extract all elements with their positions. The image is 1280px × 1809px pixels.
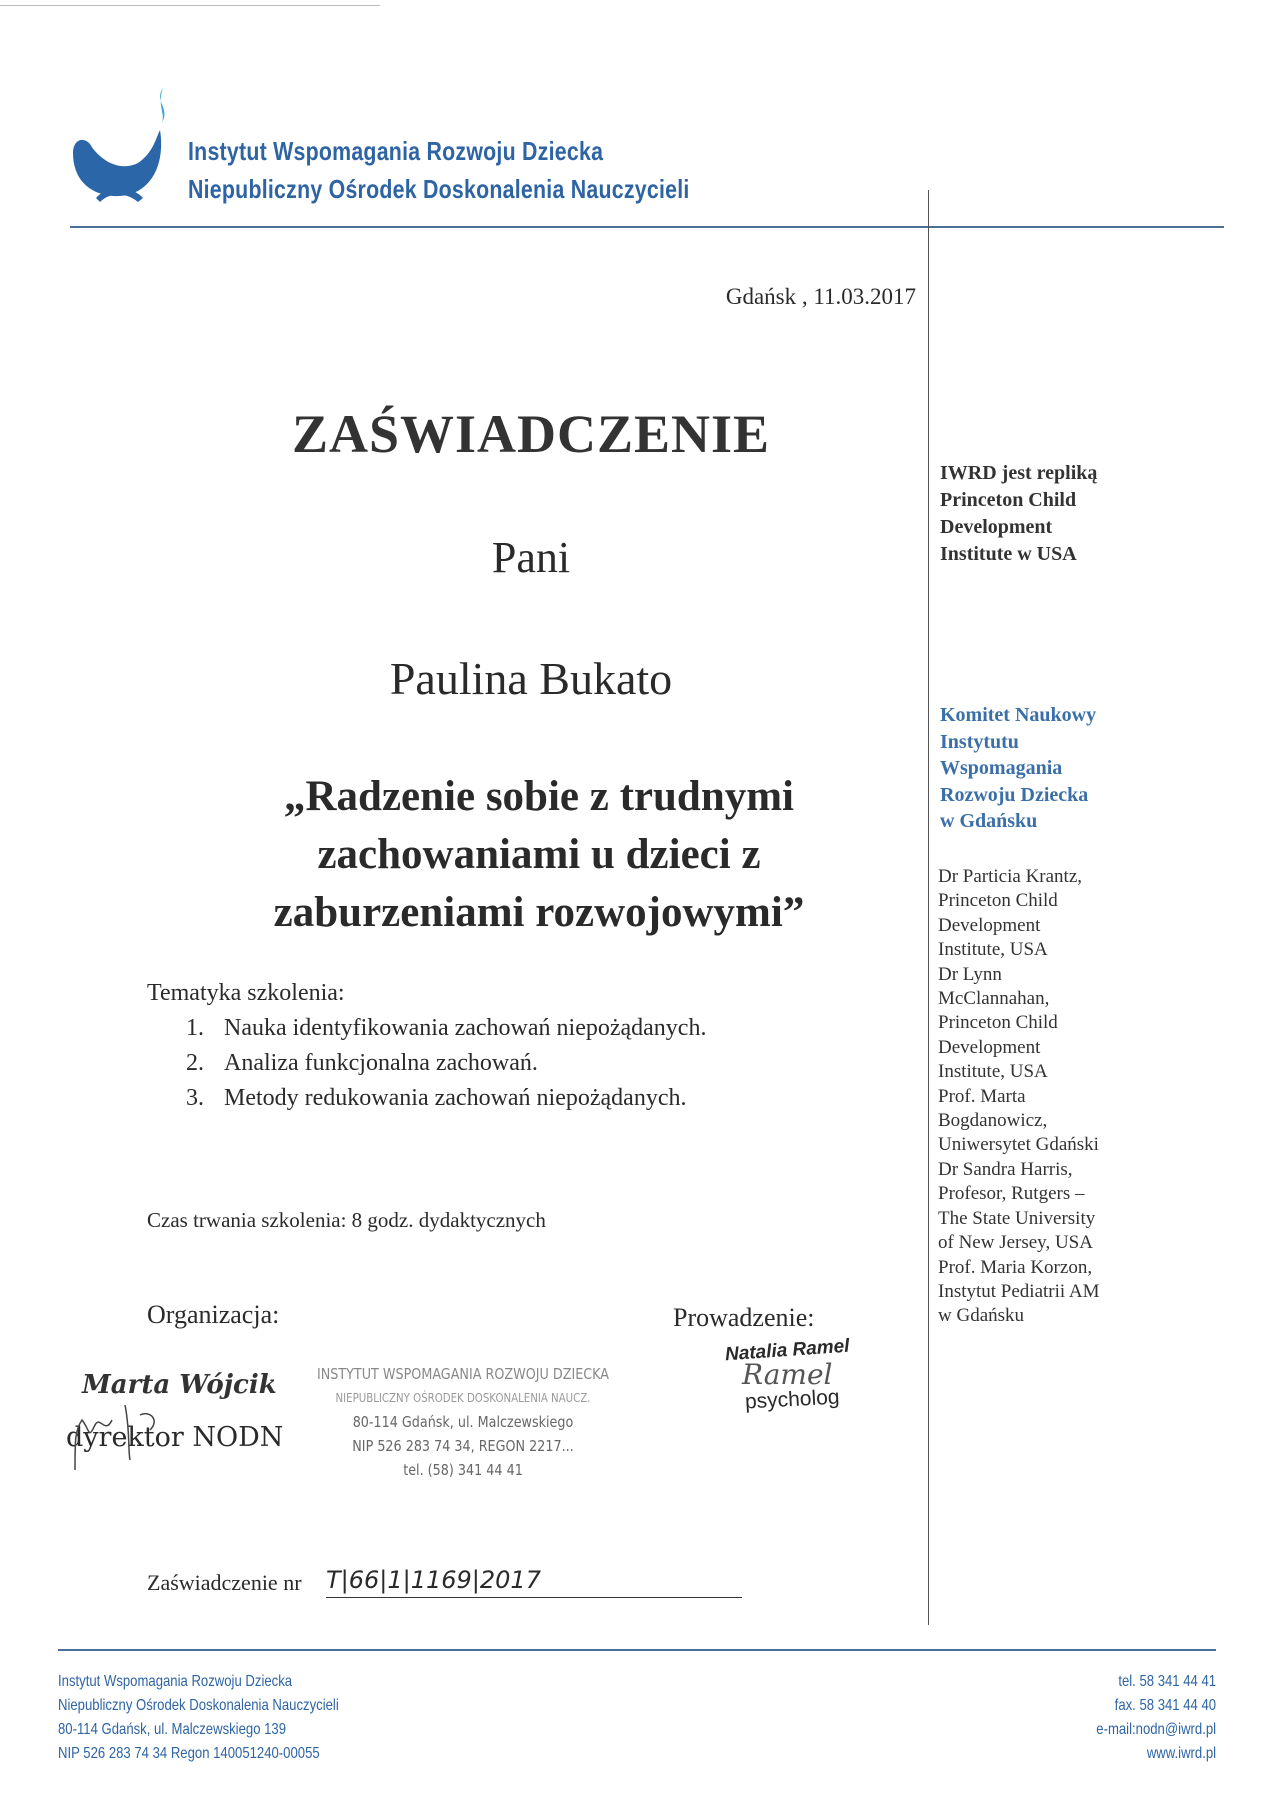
member-line: Institute, USA bbox=[938, 939, 1048, 961]
certificate-number-underline bbox=[326, 1597, 742, 1598]
scan-edge-line bbox=[0, 5, 380, 6]
organizer-signature-icon bbox=[70, 1390, 190, 1480]
footer-fax: fax. 58 341 44 40 bbox=[1114, 1697, 1216, 1714]
replica-line: IWRD jest repliką bbox=[940, 462, 1098, 484]
topic-num: 3. bbox=[186, 1085, 204, 1111]
stamp-line: tel. (58) 341 44 41 bbox=[403, 1461, 523, 1479]
replica-line: Development bbox=[940, 516, 1053, 538]
topics-label: Tematyka szkolenia: bbox=[147, 980, 345, 1006]
member-line: Development bbox=[938, 1036, 1041, 1058]
lead-label: Prowadzenie: bbox=[673, 1303, 815, 1332]
footer-website[interactable]: www.iwrd.pl bbox=[1146, 1745, 1216, 1762]
member-line: Dr Sandra Harris, bbox=[938, 1158, 1073, 1180]
member-line: w Gdańsku bbox=[938, 1305, 1025, 1327]
member-line: Dr Lynn bbox=[938, 963, 1002, 985]
footer-divider bbox=[58, 1649, 1216, 1651]
committee-title-line: Rozwoju Dziecka bbox=[940, 783, 1089, 806]
member-line: Development bbox=[938, 914, 1041, 936]
stamp-line: 80-114 Gdańsk, ul. Malczewskiego bbox=[352, 1413, 574, 1431]
course-title-line-2: zachowaniami u dzieci z bbox=[317, 831, 761, 878]
member-line: Uniwersytet Gdański bbox=[938, 1134, 1099, 1156]
lead-signature: Ramel bbox=[742, 1358, 833, 1391]
topic-item: Analiza funkcjonalna zachowań. bbox=[224, 1050, 538, 1076]
committee-members bbox=[938, 865, 1100, 1329]
stamp-line: NIP 526 283 74 34, REGON 2217... bbox=[352, 1437, 574, 1455]
member-line: Institute, USA bbox=[938, 1061, 1048, 1083]
course-title-line-3: zaburzeniami rozwojowymi” bbox=[273, 889, 805, 936]
duration: Czas trwania szkolenia: 8 godz. dydaktycznych bbox=[147, 1208, 546, 1232]
stamp-line: NIEPUBLICZNY OŚRODEK DOSKONALENIA NAUCZ. bbox=[335, 1391, 591, 1405]
committee-title-line: Komitet Naukowy bbox=[940, 704, 1097, 726]
member-line: McClannahan, bbox=[938, 988, 1050, 1010]
header-line-1: Instytut Wspomagania Rozwoju Dziecka bbox=[188, 136, 604, 166]
topic-num: 1. bbox=[186, 1015, 204, 1041]
member-line: The State University bbox=[938, 1207, 1096, 1229]
replica-line: Princeton Child bbox=[940, 489, 1077, 511]
vertical-divider bbox=[928, 190, 929, 1625]
member-line: Bogdanowicz, bbox=[938, 1110, 1048, 1132]
topic-item: Metody redukowania zachowań niepożądanych. bbox=[224, 1085, 687, 1111]
footer-line: 80-114 Gdańsk, ul. Malczewskiego 139 bbox=[58, 1721, 287, 1738]
certificate-number: T|66|1|1169|2017 bbox=[326, 1566, 541, 1594]
organizer-name: Marta Wójcik bbox=[82, 1370, 277, 1400]
header-divider bbox=[70, 226, 1224, 228]
salutation: Pani bbox=[491, 533, 571, 582]
member-line: Prof. Marta bbox=[938, 1085, 1026, 1107]
organization-label: Organizacja: bbox=[147, 1300, 280, 1329]
member-line: Prof. Maria Korzon, bbox=[938, 1256, 1093, 1278]
member-line: Instytut Pediatrii AM bbox=[938, 1280, 1100, 1302]
member-line: Princeton Child bbox=[938, 1012, 1058, 1034]
recipient-name: Paulina Bukato bbox=[389, 653, 673, 704]
course-title-line-1: „Radzenie sobie z trudnymi bbox=[283, 773, 795, 820]
footer-contact bbox=[1096, 1670, 1216, 1766]
committee-title bbox=[940, 702, 1096, 835]
footer-line: NIP 526 283 74 34 Regon 140051240-00055 bbox=[58, 1745, 320, 1762]
replica-line: Institute w USA bbox=[940, 543, 1077, 565]
footer-address bbox=[58, 1670, 339, 1766]
document-title: ZAŚWIADCZENIE bbox=[291, 404, 771, 464]
organization-stamp bbox=[310, 1362, 616, 1482]
committee-title-line: Wspomagania bbox=[940, 757, 1063, 779]
lead-name: Natalia Ramel bbox=[724, 1335, 851, 1366]
topic-item: Nauka identyfikowania zachowań niepożądanych. bbox=[224, 1015, 707, 1041]
footer-line: Niepubliczny Ośrodek Doskonalenia Nauczycieli bbox=[58, 1697, 339, 1714]
footer-email[interactable]: e-mail:nodn@iwrd.pl bbox=[1096, 1721, 1216, 1738]
stamp-line: INSTYTUT WSPOMAGANIA ROZWOJU DZIECKA bbox=[316, 1365, 610, 1383]
sidebar-replica-note bbox=[940, 460, 1097, 568]
topic-num: 2. bbox=[186, 1050, 204, 1076]
member-line: Princeton Child bbox=[938, 890, 1058, 912]
certificate-number-label: Zaświadczenie nr bbox=[147, 1570, 302, 1595]
lead-role: psycholog bbox=[744, 1385, 841, 1414]
footer-line: Instytut Wspomagania Rozwoju Dziecka bbox=[58, 1673, 293, 1690]
committee-title-line: Instytutu bbox=[940, 730, 1019, 753]
member-line: Dr Particia Krantz, bbox=[938, 866, 1083, 887]
committee-title-line: w Gdańsku bbox=[940, 810, 1038, 832]
logo-icon bbox=[68, 78, 193, 213]
member-line: of New Jersey, USA bbox=[938, 1232, 1093, 1254]
organizer-role: dyrektor NODN bbox=[66, 1422, 284, 1453]
footer-phone: tel. 58 341 44 41 bbox=[1118, 1673, 1216, 1690]
header-line-2: Niepubliczny Ośrodek Doskonalenia Nauczycieli bbox=[188, 174, 690, 204]
date: Gdańsk , 11.03.2017 bbox=[725, 284, 916, 309]
member-line: Profesor, Rutgers – bbox=[938, 1183, 1085, 1205]
